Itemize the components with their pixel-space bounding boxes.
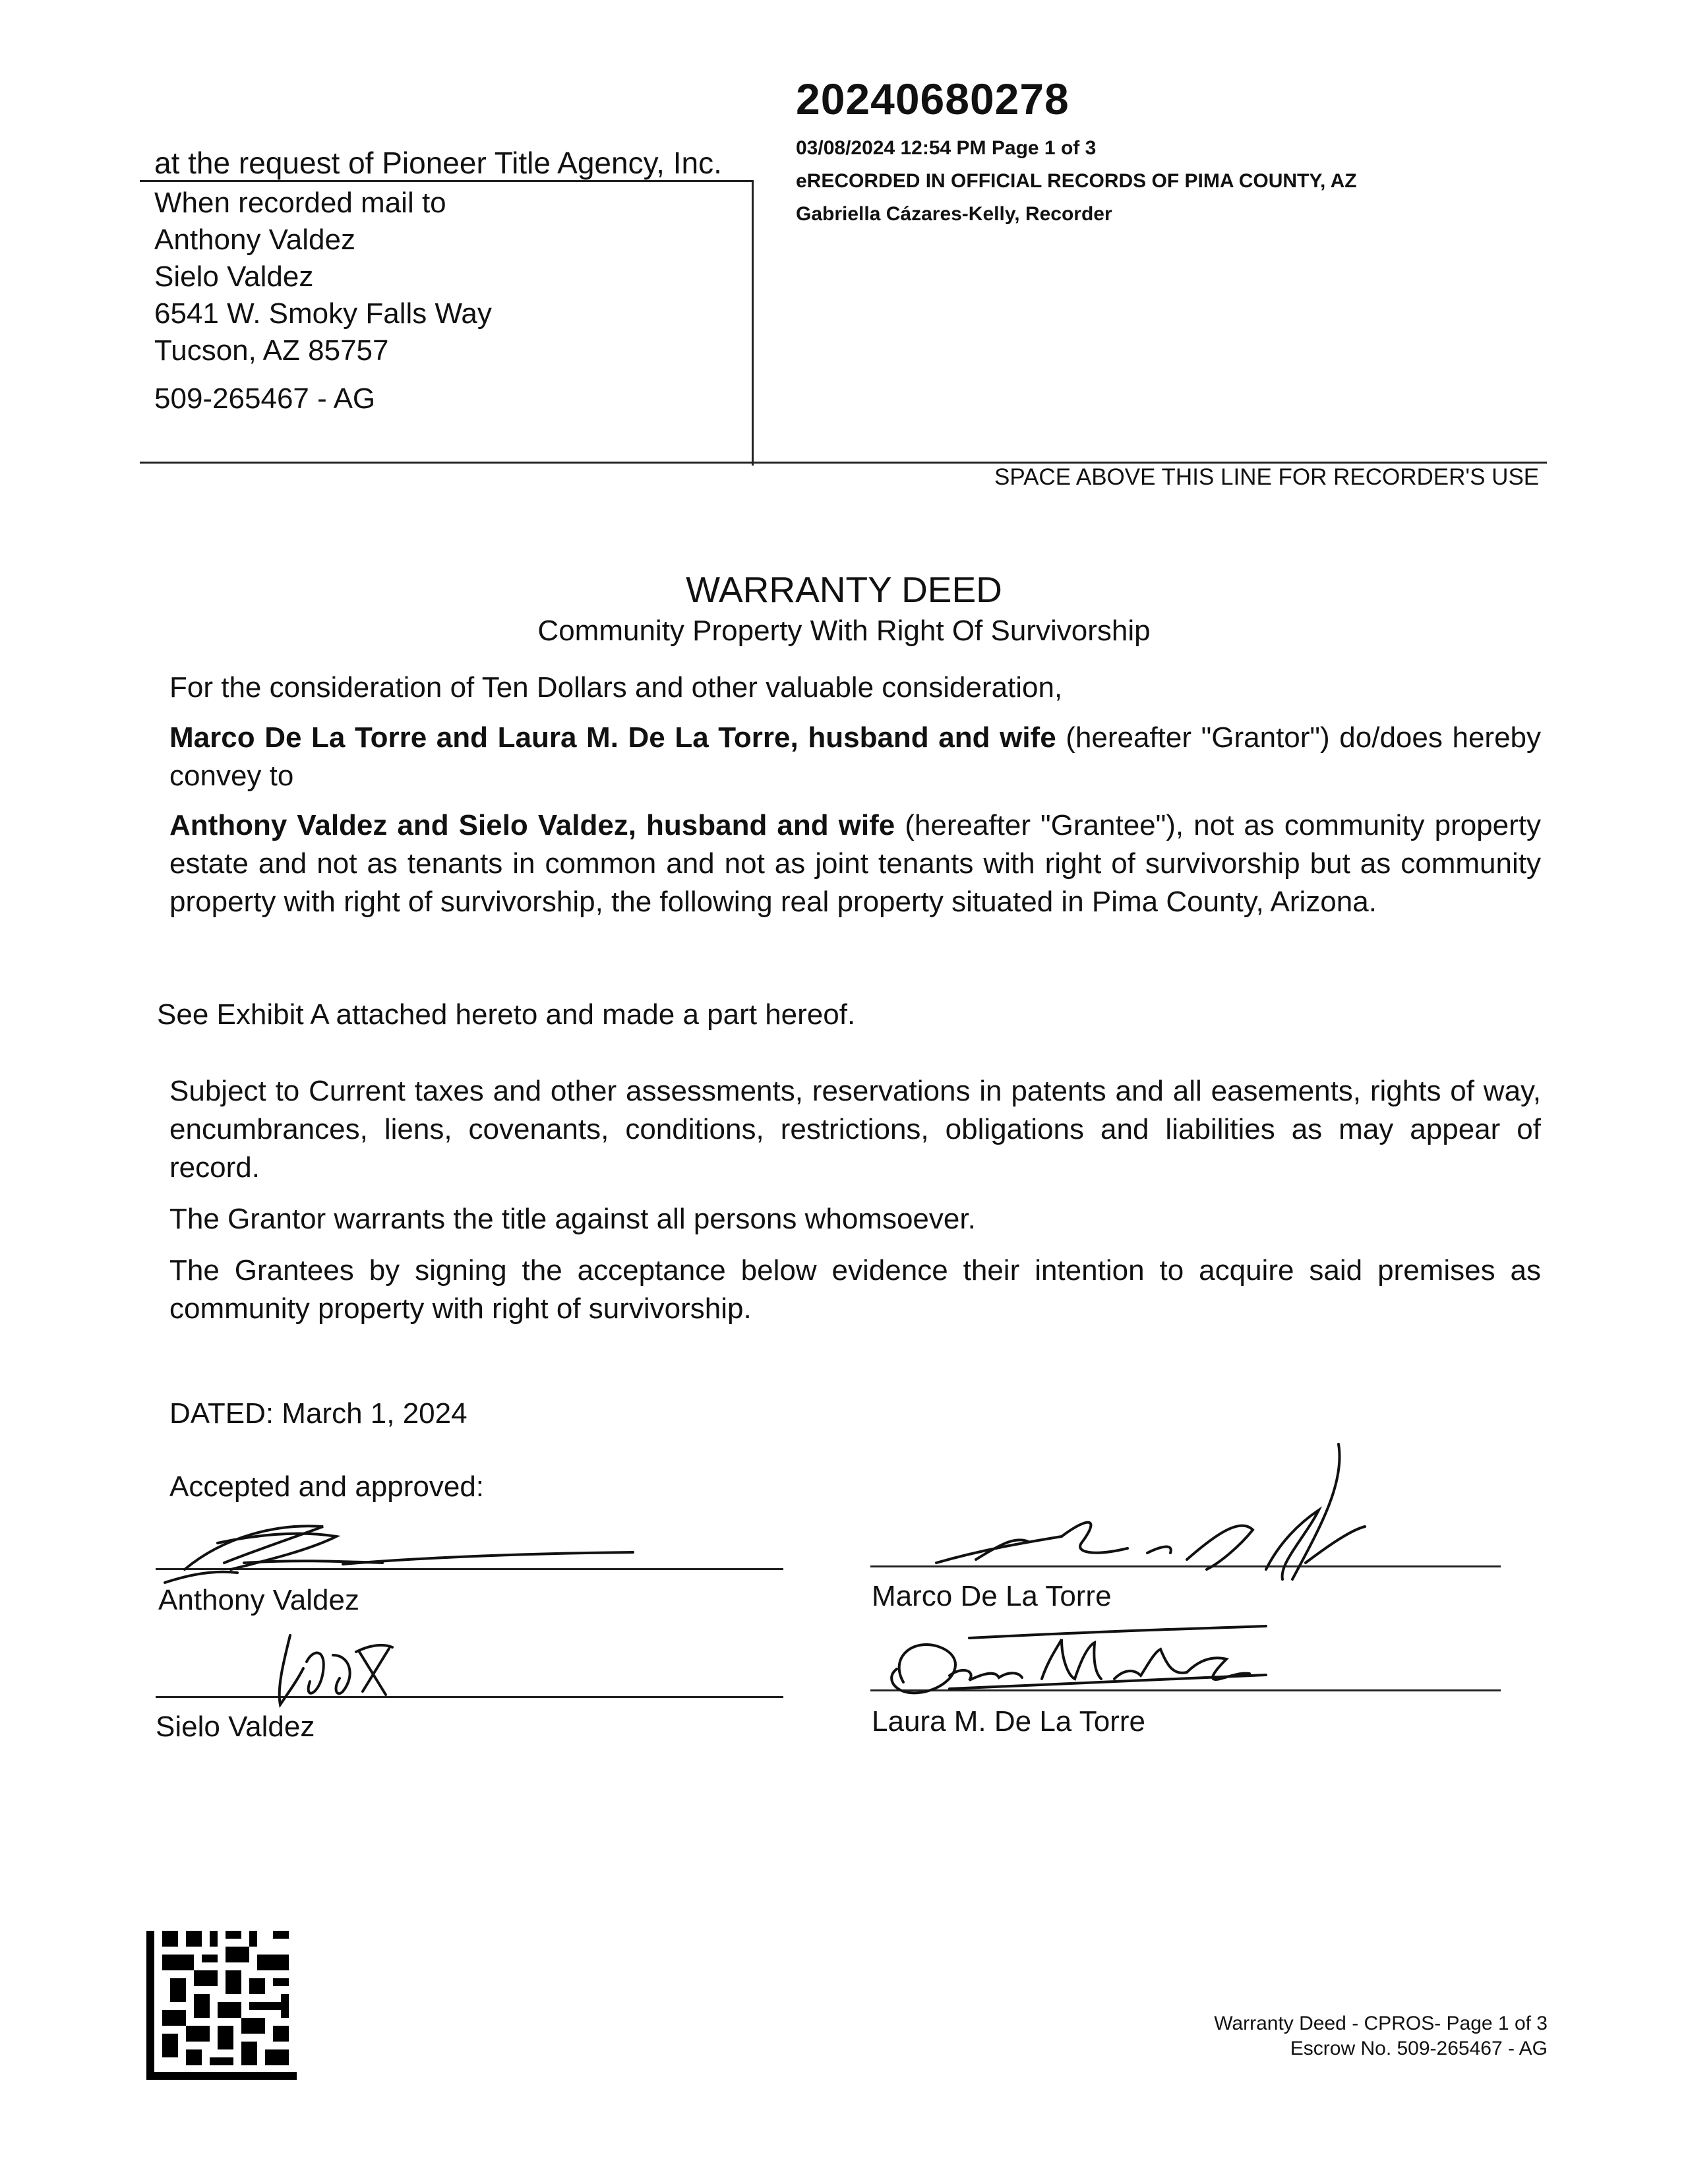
mail-to-name-1: Anthony Valdez <box>154 224 355 256</box>
signer-name-laura: Laura M. De La Torre <box>872 1705 1145 1738</box>
grantor-clause: (hereafter "Grantor") do/does hereby convey to <box>169 721 1542 792</box>
mail-to-label: When recorded mail to <box>154 187 446 219</box>
dated-line: DATED: March 1, 2024 <box>169 1397 467 1430</box>
subject-to-paragraph: Subject to Current taxes and other assessments, reservations in patents and all easements, rights of way, encumbrances, liens, covenants, conditions, restrictions, obligations and liabilities as may appear of record. <box>169 1075 1541 1184</box>
recorder-divider <box>140 462 1547 464</box>
footer-escrow: Escrow No. 509-265467 - AG <box>1290 2038 1548 2059</box>
signature-line-grantee-2 <box>156 1696 783 1698</box>
grantee-acceptance-paragraph: The Grantees by signing the acceptance below evidence their intention to acquire said premises as community property with right of survivorship. <box>169 1254 1541 1325</box>
grantee-clause: (hereafter "Grantee"), not as community property estate and not as tenants in common and not as joint tenants with right of survivorship but as community property with right of survivorship, the following real property situated in Pima County, Arizona. <box>169 809 1541 918</box>
signature-laura-de-la-torre <box>870 1620 1292 1705</box>
mail-to-city: Tucson, AZ 85757 <box>154 334 389 367</box>
recording-number: 20240680278 <box>796 75 1070 123</box>
mail-to-street: 6541 W. Smoky Falls Way <box>154 297 492 330</box>
warranty-paragraph: The Grantor warrants the title against all persons whomsoever. <box>169 1203 976 1235</box>
recorder-use-note: SPACE ABOVE THIS LINE FOR RECORDER'S USE <box>994 464 1540 490</box>
signer-name-sielo: Sielo Valdez <box>156 1711 315 1743</box>
signer-name-anthony: Anthony Valdez <box>158 1584 359 1616</box>
signature-sielo-valdez <box>251 1622 422 1714</box>
recording-recorder: Gabriella Cázares-Kelly, Recorder <box>796 203 1112 225</box>
recording-datetime-page: 03/08/2024 12:54 PM Page 1 of 3 <box>796 137 1097 159</box>
barcode-matrix <box>146 1931 297 2080</box>
mail-to-name-2: Sielo Valdez <box>154 260 314 293</box>
footer-page-info: Warranty Deed - CPROS- Page 1 of 3 <box>1214 2013 1548 2034</box>
grantor-paragraph <box>169 719 1541 795</box>
exhibit-paragraph: See Exhibit A attached hereto and made a part hereof. <box>157 998 856 1031</box>
grantee-paragraph <box>169 806 1541 921</box>
signature-marco-de-la-torre <box>910 1431 1372 1602</box>
grantor-names: Marco De La Torre and Laura M. De La Torre, husband and wife <box>169 721 1056 754</box>
escrow-number: 509-265467 - AG <box>154 382 376 415</box>
recording-office: eRECORDED IN OFFICIAL RECORDS OF PIMA COUNTY, AZ <box>796 170 1357 192</box>
grantee-names: Anthony Valdez and Sielo Valdez, husband and wife <box>169 809 895 841</box>
signature-anthony-valdez <box>145 1497 646 1602</box>
request-by-line: at the request of Pioneer Title Agency, Inc. <box>154 146 722 180</box>
document-subtitle: Community Property With Right Of Survivorship <box>537 615 1151 647</box>
document-title: WARRANTY DEED <box>686 569 1002 610</box>
consideration-paragraph: For the consideration of Ten Dollars and other valuable consideration, <box>169 671 1063 704</box>
accepted-approved-label: Accepted and approved: <box>169 1471 485 1503</box>
signer-name-marco: Marco De La Torre <box>872 1580 1112 1612</box>
